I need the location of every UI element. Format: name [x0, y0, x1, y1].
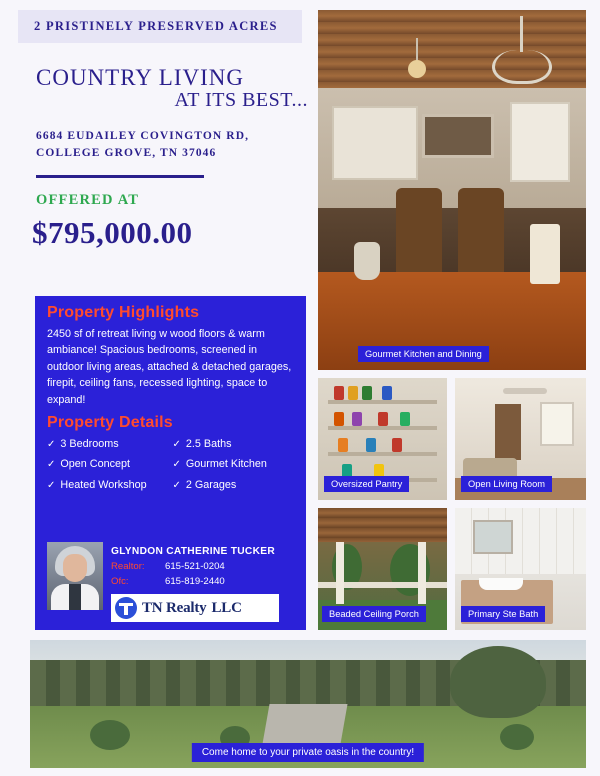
- photo-property-panorama: [30, 640, 586, 768]
- highlights-title: Property Highlights: [47, 304, 200, 321]
- caption-panorama: Come home to your private oasis in the country!: [192, 743, 424, 762]
- photo-gourmet-kitchen: [318, 10, 586, 370]
- details-list: [47, 436, 296, 494]
- photo-open-living-room: [455, 378, 586, 500]
- check-icon: ✓: [172, 459, 181, 471]
- list-item: [47, 456, 171, 473]
- caption-beaded-ceiling-porch: Beaded Ceiling Porch: [322, 606, 426, 622]
- check-icon: ✓: [172, 439, 181, 451]
- brokerage-logo: [111, 594, 279, 622]
- list-item: [173, 456, 297, 473]
- left-column: [18, 10, 310, 251]
- list-item-label: 2.5 Baths: [185, 438, 232, 451]
- agent-contact-row: [111, 560, 295, 574]
- photo-oversized-pantry: [318, 378, 447, 500]
- list-item: [173, 477, 297, 494]
- list-item-label: 2 Garages: [185, 478, 237, 491]
- price-value: $795,000.00: [32, 215, 193, 251]
- office-label: Ofc:: [111, 575, 129, 587]
- highlights-body: 2450 sf of retreat living w wood floors & warm ambiance! Spacious bedrooms, screened in outdoor living areas, attached & detached garages, firepit, ceiling fans, recessed lighting, space to expand!: [47, 328, 292, 406]
- caption-oversized-pantry: Oversized Pantry: [324, 476, 409, 492]
- agent-card: [47, 542, 295, 622]
- agent-contact-row: [111, 575, 295, 589]
- list-item-label: Open Concept: [60, 458, 131, 471]
- check-icon: ✓: [47, 439, 56, 451]
- check-icon: ✓: [47, 479, 56, 491]
- tn-realty-mark-icon: [115, 597, 137, 619]
- list-item: [47, 477, 171, 494]
- caption-gourmet-kitchen: Gourmet Kitchen and Dining: [358, 346, 489, 362]
- page-title: [18, 65, 310, 112]
- avatar: [47, 542, 103, 610]
- divider-rule: [36, 175, 204, 178]
- offered-at-label: OFFERED AT: [36, 192, 140, 209]
- check-icon: ✓: [172, 479, 181, 491]
- check-icon: ✓: [47, 459, 56, 471]
- list-item-label: 3 Bedrooms: [60, 438, 119, 451]
- address-line-2: COLLEGE GROVE, TN 37046: [36, 146, 217, 159]
- acres-banner: 2 PRISTINELY PRESERVED ACRES: [18, 10, 302, 43]
- headline-line-2: AT ITS BEST...: [174, 89, 308, 111]
- office-phone-value[interactable]: 615-819-2440: [165, 575, 225, 587]
- agent-info: [111, 542, 295, 622]
- caption-open-living-room: Open Living Room: [461, 476, 552, 492]
- list-item: [47, 436, 171, 453]
- agent-phone-value[interactable]: 615-521-0204: [165, 561, 225, 573]
- agent-role-label: Realtor:: [111, 561, 145, 573]
- headline-line-1: COUNTRY LIVING: [36, 65, 244, 90]
- photo-primary-suite-bath: [455, 508, 586, 630]
- list-item: [173, 436, 297, 453]
- brokerage-name: TN Realty: [142, 599, 207, 616]
- details-panel: [35, 296, 306, 630]
- property-address: [18, 128, 310, 161]
- address-line-1: 6684 EUDAILEY COVINGTON RD,: [36, 130, 250, 142]
- photo-beaded-ceiling-porch: [318, 508, 447, 630]
- list-item-label: Gourmet Kitchen: [185, 458, 267, 471]
- agent-name: GLYNDON CATHERINE TUCKER: [111, 546, 275, 558]
- caption-primary-suite-bath: Primary Ste Bath: [461, 606, 545, 622]
- list-item-label: Heated Workshop: [60, 478, 147, 491]
- brokerage-suffix: LLC: [211, 599, 242, 616]
- details-title: Property Details: [47, 414, 173, 432]
